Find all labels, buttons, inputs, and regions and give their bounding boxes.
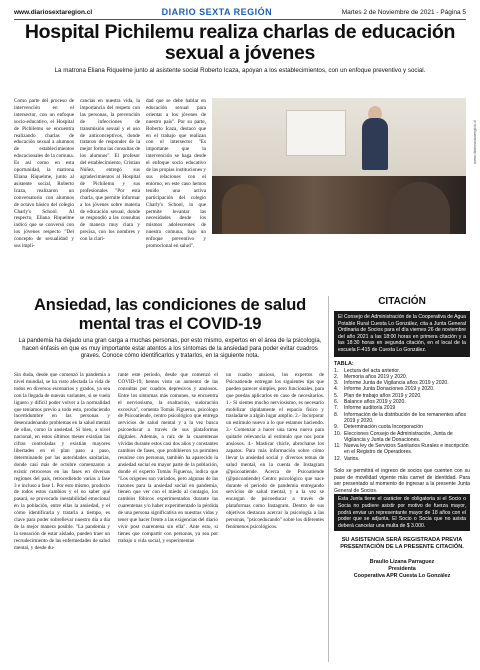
- speaker-figure: [362, 118, 388, 170]
- article1-subtitle: La matrona Eliana Riquelme junto al asistente social Roberto Icaza, apoyan a los establecimientos, con un enfoque preventivo y social.: [54, 67, 426, 74]
- citacion-note-2: Esta Junta tiene el carácter de obligatoria si el Socio o Socia no pudiere asistir por motivo de fuerza mayor, podrá enviar un representante mayor de 18 años con el poder que se adjunta. El Socio o Socia que no asista deberá cancelar una multa de $ 3.000.: [334, 494, 470, 531]
- article1-col1: Como parte del proceso de intervención en el intersector, con un enfoque socio-educativo, el Hospital de Pichilemu se encuentra realizando charlas de educación sexual a alumnos de establecimientos educacionales de la comuna. Es así como en esta oportunidad, la matrona Eliana Riquelme, junto al asistente social, Roberto Icaza, realizaron un conversatorio con alumnos de octavo básico del colegio Charly's School. Al respecto, Eliana Riquelme indicó que se conversó con los jóvenes respecto "Del concepto de sexualidad y sus impli-: [14, 98, 74, 250]
- list-item: 5. Plan de trabajo años 2019 y 2020.: [334, 392, 422, 399]
- header-section: DIARIO SEXTA REGIÓN: [161, 7, 273, 17]
- list-item: 4. Informe Junta Donaciones 2019 y 2020.: [334, 386, 435, 393]
- column-divider: [328, 296, 329, 662]
- citacion-intro: El Consejo de Administración de la Cooperativa de Agua Potable Rural Cuesta Lo González, cita a Junta General Ordinaria de Socios para el día viernes 26 de noviembre del año 2021 a las 18:00 horas en primera citación y a las 18:30 horas en segunda citación, en el local de la escuela F-415 de Cuesta Lo González.: [334, 311, 470, 357]
- list-item: 6. Balance años 2019 y 2020.: [334, 399, 406, 406]
- header-url[interactable]: www.diariosextaregion.cl: [14, 8, 93, 16]
- list-item: 9. Determinación cuota Incorporación: [334, 424, 423, 431]
- article1-title: Hospital Pichilemu realiza charlas de educación sexual a jóvenes: [24, 21, 456, 64]
- header-date: Martes 2 de Noviembre de 2021 - Página 5: [341, 8, 466, 16]
- list-item: 7. Informe auditoría 2019: [334, 405, 396, 412]
- article1-col2: cancias en nuestra vida, la importancia del respeto con las personas, la prevención de infecciones de transmisión sexual y el uso de anticonceptivos, donde trataron de responder de la mejor forma las consultas de los alumnos". El profesor del establecimiento, Cristian Núñez, entregó sus agradecimientos al Hospital de Pichilemu y sus profesionales "Por esta charla, que permite informar a los jóvenes sobre materia de educación sexual, donde se respondió a las consultas de manera muy clara y precisa, con los nombres y con la clari-: [80, 98, 140, 243]
- header-rule: [14, 19, 466, 20]
- article1-photo: [212, 98, 466, 234]
- article2-col2: rante este período, desde que comenzó el COVID-19, hemos visto un aumento de las consultas por cuadros depresivos y ansiosos. Entre los síntomas más comunes, se encuentra el nerviosismo, la exaltación, sudoración excesiva", comenta Tomás Figueroa, psicólogo de Psicoatiende, centro psicológico que entrega servicios de salud mental y a la vez busca psicoeducar a través de sus plataformas digitales. Además, a raíz de la cuarentenas vividas durante estos casi dos años y constantes cambios de fases, que prohibieron ya permiten reunirse con personas, también ha aparecido la ansiedad social en mayor parte de la población, donde el experto Tomás Figueroa, indica que "Los orígenes son variados, pero algunas de las razones para la ansiedad social en pandemia, tienen que ver con el miedo al contagio, los cambios fóbicos experimentados durante las cuarentenas y/o haber experimentado la pérdida de una persona significativa en nuestras vidas y tener que hacer frente a las exigencias del diario vivir post cuarentena sin ella". Ante esto, si tienes que compartir con personas, ya sea por trabajo o vida social, y experimentas: [118, 372, 218, 544]
- projector-screen: [286, 110, 346, 156]
- citacion-notice: [334, 296, 470, 580]
- page-header: [14, 6, 466, 18]
- tabla-label: TABLA:: [334, 360, 354, 367]
- article1-col3: dad que se debe hablar en educación sexual para orientar a los jóvenes de nuestro país". Por su parte, Roberto Icaza, destacó que en el trabajo que realizan con el intersector "Es importante que la intervención se haga desde el enfoque socio educativo de las propias instituciones y sus relaciones con el entorno, en este caso hemos tenido una activa participación del colegio Charly's School, lo que permite levantar las necesidades desde los mismos adolescentes de nuestra comuna, bajo un enfoque preventivo y promocional en salud".: [146, 98, 206, 250]
- article2-subtitle: La pandemia ha dejado una gran carga a muchas personas, por esto mismo, expertos en el área de la psicología, hacen énfasis en que es muy importante estar atentos a los síntomas de la ansiedad para poder evitar cuadros graves. Conoce cómo identificarlos y tratarlos, en la siguiente nota.: [18, 338, 322, 360]
- citacion-signature: [334, 559, 470, 580]
- list-item: 1. Lectura del acta anterior.: [334, 367, 401, 374]
- list-item: 8. Información de la distribución de los remanentes años 2019 y 2020.: [334, 411, 467, 424]
- tabla-list: [334, 368, 470, 462]
- citacion-registro: SU ASISTENCIA SERÁ REGISTRADA PREVIA PRESENTACIÓN DE LA PRESENTE CITACIÓN.: [340, 537, 464, 551]
- list-item: 3. Informe Junta de Vigilancia años 2019 y 2020.: [334, 380, 449, 387]
- signer-name: Braulio Lizana Parraguez: [369, 559, 435, 566]
- list-item: 2. Memoria años 2019 y 2020.: [334, 373, 408, 380]
- side-credit: www.diariosextaregion.cl: [472, 120, 477, 165]
- article2-title: Ansiedad, las condiciones de salud mental tras el COVID-19: [34, 296, 306, 333]
- signer-role: Presidenta: [388, 566, 416, 573]
- list-item: 11. Nueva ley de Servicios Sanitarios Rurales e inscripción en el Registro de Operadores.: [334, 443, 469, 456]
- article2-col1: Sin duda, desde que comenzó la pandemia a nivel mundial, se ha visto afectada la vida de todos en diversos escenarios y grados, ya sea con la llegada de nuevas variantes, si se vuela liguero y difícil poder volver a la normalidad que teníamos previo a todo esto, produciendo incertidumbre en las personas y desencadenando problemas en la salud mental de ellas, como la ansiedad. Si bien, a nivel nacional, en estos últimos meses existían las cifras controladas y existían mayores libertades en el plan paso a paso, determinando por las autoridades sanitarias, donde casi más de octubre comenzaron a existir retrocesos en las fases en diversas regiones del país, retrocediendo varias a fase 3 e incluso a fase 1. Por esto mismo, producto de todos estos cambios y el no saber qué pasará, se provocado inestabilidad emocional en la población, entre ellas la ansiedad, y el cómo identificarla y tratarla a tiempo, es clave para poder sobrellevar nuestro día a día de la mejor manera posible. "La pandemia y la sensación de estar aislado, pueden traer un recrudecimiento de las enfermedades de salud mental, y desde du-: [14, 372, 110, 551]
- list-item: 10. Elecciones Consejo de Administración, Junta de Vigilancia y Junta de Donaciones.: [334, 430, 453, 443]
- signer-org: Cooperativa APR Cuesta Lo González: [353, 573, 451, 580]
- article2-col3: un cuadro ansioso, los expertos de Psicoatiende entregan los siguientes tips que pueden parecer simples, pero funcionales, para que puedas aplicarlos en caso de necesitarlos. 1.- Si sientes mucho nerviosismo, es necesario mobilizar rápidamente el espacio físico y trasladarse a algún lugar amplio. 2.- Incorporar un estímulo nuevo a lo que estamos haciendo. 3.- Comenzar a hacer una tarea nueva para quitarle relevancia al estímulo que nos pone ansiosos. 4.- Masticar chicle, abrocharse los zapatos. Para más información sobre cómo llevar la ansiedad social y diversos temas de salud mental, en la cuenta de Instagram @psicoatiende. Acerca de Psicoatiende (@psicoatiende) Centro psicológico que nace durante el periodo de pandemia entregando servicios de salud mental, y a la vez se encargan de psicoeducar a través de plataformas como Instagram. Dentro de sus objetivos destacan acercar la psicología a las personas, "psicoeducando" sobre los diferentes fenómenos psicológicos.: [226, 372, 324, 530]
- citacion-note-1: Solo se permitirá el ingreso de socios que cuenten con su pase de movilidad vigente más carnet de identidad. Para ser presentado al momento de ingresar a la presente Junta General de Socios.: [334, 468, 470, 494]
- citacion-title: CITACIÓN: [378, 296, 426, 307]
- list-item: 12. Varios.: [334, 455, 360, 462]
